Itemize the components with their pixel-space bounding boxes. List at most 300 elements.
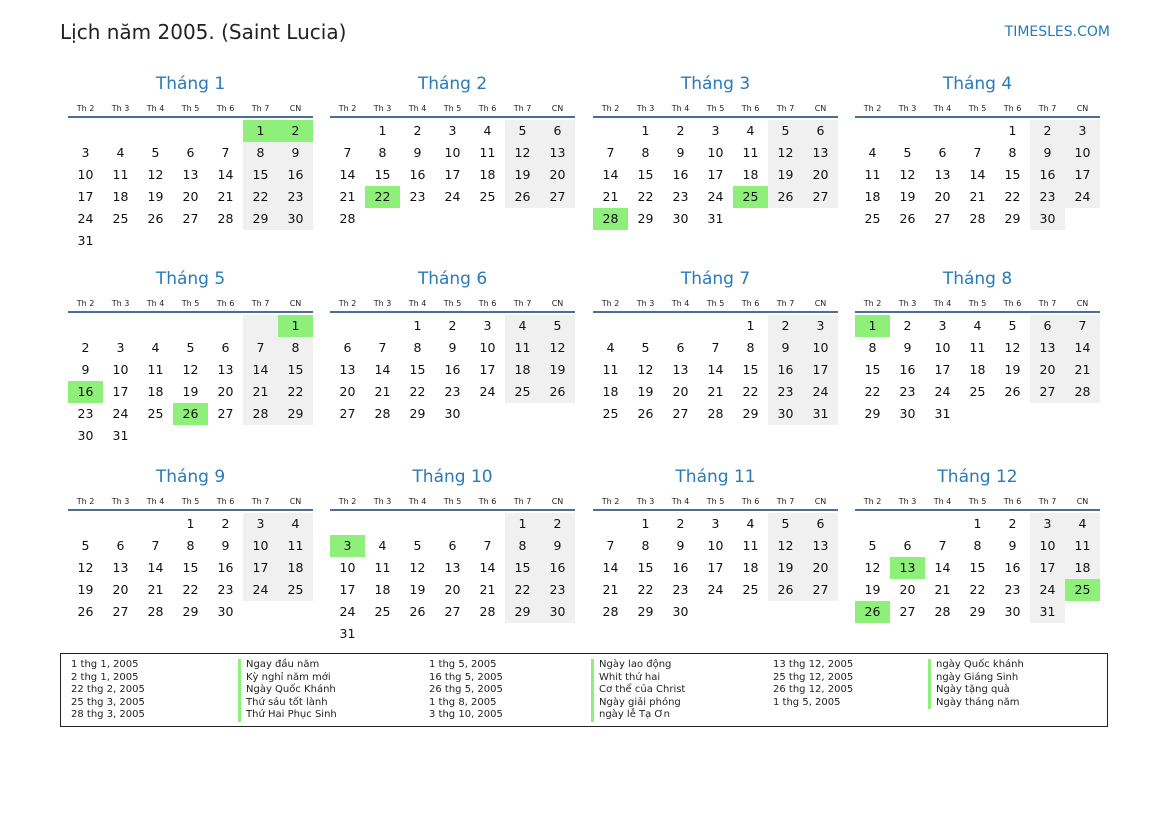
day-cell: 21 — [1065, 359, 1100, 381]
day-cell: 8 — [278, 337, 313, 359]
day-cell: 15 — [374, 167, 391, 182]
day-cell: 1 — [746, 318, 755, 333]
empty-cell — [365, 623, 400, 645]
empty-cell — [593, 120, 628, 142]
day-cell: 19 — [899, 189, 916, 204]
empty-cell — [400, 208, 435, 230]
empty-cell — [243, 315, 278, 337]
day-cell: 18 — [278, 557, 313, 579]
day-cell: 1 — [641, 123, 650, 138]
weekday-label: Th 2 — [338, 104, 357, 113]
weekday-label: Th 5 — [706, 497, 725, 506]
day-cell: 25 — [278, 579, 313, 601]
empty-cell — [208, 230, 243, 252]
week-row — [330, 623, 575, 645]
empty-cell — [663, 315, 698, 337]
day-cell: 12 — [899, 167, 916, 182]
holiday-entry: Ngày giải phóng — [591, 697, 685, 710]
weekday-header — [855, 296, 1100, 313]
week-row — [330, 359, 575, 381]
week-row — [68, 164, 313, 186]
day-cell: 15 — [278, 359, 313, 381]
week-row — [68, 359, 313, 381]
day-cell: 6 — [903, 538, 912, 553]
empty-cell — [925, 120, 960, 142]
weekday-label: Th 3 — [373, 104, 392, 113]
empty-cell — [365, 315, 400, 337]
day-cell: 28 — [374, 406, 391, 421]
month-title: Tháng 2 — [417, 74, 488, 94]
weekday-label: Th 4 — [408, 299, 427, 308]
day-cell: 12 — [1004, 340, 1021, 355]
week-row — [593, 142, 838, 164]
weekday-label: Th 3 — [373, 497, 392, 506]
day-cell: 23 — [77, 406, 94, 421]
empty-cell — [330, 120, 365, 142]
weekday-label: Th 6 — [741, 104, 760, 113]
day-cell: 14 — [147, 560, 164, 575]
day-cell: 18 — [969, 362, 986, 377]
holiday-entry: Whit thứ hai — [591, 672, 685, 685]
day-cell: 12 — [505, 142, 540, 164]
holiday-day-cell: 22 — [365, 186, 400, 208]
day-cell: 21 — [217, 189, 234, 204]
month-10 — [330, 466, 575, 645]
day-cell: 7 — [243, 337, 278, 359]
day-cell: 19 — [182, 384, 199, 399]
holiday-entry: ngày Quốc khánh — [928, 659, 1024, 672]
day-cell: 14 — [602, 167, 619, 182]
day-cell: 28 — [934, 604, 951, 619]
day-cell: 4 — [746, 516, 755, 531]
weekday-label: Th 6 — [741, 497, 760, 506]
week-row — [330, 579, 575, 601]
day-cell: 11 — [742, 145, 759, 160]
empty-cell — [505, 403, 540, 425]
weekday-label: Th 4 — [408, 104, 427, 113]
empty-cell — [960, 403, 995, 425]
weekday-label: Th 3 — [111, 104, 130, 113]
empty-cell — [330, 315, 365, 337]
day-cell: 30 — [77, 428, 94, 443]
day-cell: 22 — [182, 582, 199, 597]
day-cell: 1 — [505, 513, 540, 535]
day-cell: 26 — [540, 381, 575, 403]
day-cell: 29 — [969, 604, 986, 619]
week-row — [855, 535, 1100, 557]
day-cell: 10 — [444, 145, 461, 160]
day-cell: 3 — [243, 513, 278, 535]
month-title: Tháng 8 — [942, 269, 1013, 289]
holiday-day-cell: 16 — [68, 381, 103, 403]
week-row — [330, 208, 575, 230]
day-cell: 4 — [278, 513, 313, 535]
day-cell: 29 — [278, 403, 313, 425]
day-cell: 7 — [606, 145, 615, 160]
week-row — [68, 579, 313, 601]
day-cell: 4 — [505, 315, 540, 337]
day-cell: 5 — [413, 538, 422, 553]
week-row — [330, 381, 575, 403]
weekday-label: Th 7 — [251, 299, 270, 308]
day-cell: 5 — [505, 120, 540, 142]
day-cell: 22 — [864, 384, 881, 399]
month-title: Tháng 5 — [155, 269, 226, 289]
day-cell: 3 — [81, 145, 90, 160]
weekday-label: Th 5 — [706, 299, 725, 308]
empty-cell — [855, 513, 890, 535]
day-cell: 15 — [243, 164, 278, 186]
empty-cell — [138, 425, 173, 447]
day-cell: 27 — [1030, 381, 1065, 403]
weekday-label: Th 7 — [513, 497, 532, 506]
day-cell: 14 — [602, 560, 619, 575]
holiday-day-cell: 1 — [855, 315, 890, 337]
holiday-dates-col-2 — [429, 659, 503, 722]
weekday-header — [330, 101, 575, 118]
weekday-label: Th 2 — [76, 497, 95, 506]
day-cell: 1 — [378, 123, 387, 138]
day-cell: 2 — [768, 315, 803, 337]
empty-cell — [470, 208, 505, 230]
day-cell: 12 — [182, 362, 199, 377]
holiday-entry: 1 thg 5, 2005 — [429, 659, 497, 670]
week-row — [68, 601, 313, 623]
day-cell: 9 — [1008, 538, 1017, 553]
week-row — [330, 403, 575, 425]
empty-cell — [68, 315, 103, 337]
day-cell: 13 — [803, 142, 838, 164]
holiday-entry: 25 thg 12, 2005 — [773, 671, 854, 683]
day-cell: 22 — [969, 582, 986, 597]
day-cell: 14 — [339, 167, 356, 182]
day-cell: 10 — [243, 535, 278, 557]
day-cell: 7 — [378, 340, 387, 355]
weekday-label: Th 6 — [478, 497, 497, 506]
weekday-header — [855, 101, 1100, 118]
day-cell: 25 — [969, 384, 986, 399]
day-cell: 4 — [973, 318, 982, 333]
holiday-day-cell: 2 — [278, 120, 313, 142]
day-cell: 19 — [505, 164, 540, 186]
empty-cell — [173, 315, 208, 337]
day-cell: 3 — [1065, 120, 1100, 142]
page-title: Lịch năm 2005. (Saint Lucia) — [60, 20, 347, 44]
day-cell: 24 — [77, 211, 94, 226]
day-cell: 20 — [182, 189, 199, 204]
day-cell: 29 — [505, 601, 540, 623]
day-cell: 8 — [243, 142, 278, 164]
month-title: Tháng 6 — [417, 269, 488, 289]
weekday-label: Th 5 — [968, 497, 987, 506]
day-cell: 27 — [672, 406, 689, 421]
day-cell: 14 — [479, 560, 496, 575]
day-cell: 4 — [868, 145, 877, 160]
weekday-label: Th 5 — [443, 299, 462, 308]
week-row — [330, 513, 575, 535]
day-cell: 24 — [1030, 579, 1065, 601]
holiday-entry: 26 thg 12, 2005 — [773, 684, 854, 696]
weekday-label: Th 2 — [601, 497, 620, 506]
empty-cell — [803, 208, 838, 230]
day-cell: 26 — [899, 211, 916, 226]
weekday-label: Th 6 — [216, 497, 235, 506]
holiday-entry: 1 thg 8, 2005 — [429, 696, 497, 708]
empty-cell — [243, 601, 278, 623]
day-cell: 13 — [1030, 337, 1065, 359]
weekday-label: Th 3 — [636, 104, 655, 113]
day-cell: 1 — [973, 516, 982, 531]
day-cell: 6 — [448, 538, 457, 553]
empty-cell — [803, 601, 838, 623]
weekday-label: CN — [1076, 104, 1089, 113]
day-cell: 24 — [707, 582, 724, 597]
day-cell: 6 — [938, 145, 947, 160]
day-cell: 15 — [1004, 167, 1021, 182]
week-row — [330, 142, 575, 164]
holiday-entry: ngày lễ Tạ Ơn — [591, 709, 685, 722]
day-cell: 14 — [1065, 337, 1100, 359]
empty-cell — [68, 513, 103, 535]
week-row — [855, 513, 1100, 535]
day-cell: 31 — [77, 233, 94, 248]
month-title: Tháng 12 — [937, 467, 1018, 487]
day-cell: 15 — [637, 560, 654, 575]
day-cell: 8 — [186, 538, 195, 553]
week-row — [855, 208, 1100, 230]
day-cell: 28 — [339, 211, 356, 226]
day-cell: 28 — [479, 604, 496, 619]
weekday-label: Th 4 — [933, 497, 952, 506]
empty-cell — [470, 403, 505, 425]
weekday-label: Th 6 — [1003, 299, 1022, 308]
day-cell: 22 — [637, 189, 654, 204]
weekday-label: Th 6 — [741, 299, 760, 308]
day-cell: 5 — [768, 120, 803, 142]
weekday-header — [593, 494, 838, 511]
day-cell: 26 — [1004, 384, 1021, 399]
day-cell: 13 — [934, 167, 951, 182]
day-cell: 8 — [413, 340, 422, 355]
weekday-label: Th 5 — [181, 299, 200, 308]
day-cell: 4 — [483, 123, 492, 138]
day-cell: 20 — [803, 557, 838, 579]
day-cell: 9 — [676, 145, 685, 160]
weekday-label: CN — [551, 497, 564, 506]
empty-cell — [138, 120, 173, 142]
day-cell: 16 — [278, 164, 313, 186]
week-row — [68, 403, 313, 425]
day-cell: 20 — [217, 384, 234, 399]
day-cell: 3 — [803, 315, 838, 337]
day-cell: 23 — [672, 189, 689, 204]
empty-cell — [890, 120, 925, 142]
month-4 — [855, 73, 1100, 230]
day-cell: 27 — [803, 186, 838, 208]
day-cell: 26 — [77, 604, 94, 619]
day-cell: 12 — [77, 560, 94, 575]
week-row — [593, 557, 838, 579]
day-cell: 26 — [768, 186, 803, 208]
week-row — [593, 359, 838, 381]
holiday-entry: Kỳ nghỉ năm mới — [238, 672, 337, 685]
day-cell: 26 — [409, 604, 426, 619]
weekday-label: Th 7 — [513, 104, 532, 113]
day-cell: 2 — [1008, 516, 1017, 531]
empty-cell — [278, 230, 313, 252]
week-row — [68, 425, 313, 447]
day-cell: 2 — [81, 340, 90, 355]
day-cell: 30 — [899, 406, 916, 421]
day-cell: 31 — [934, 406, 951, 421]
day-cell: 24 — [803, 381, 838, 403]
week-row — [593, 208, 838, 230]
day-cell: 25 — [505, 381, 540, 403]
day-cell: 26 — [768, 579, 803, 601]
day-cell: 28 — [217, 211, 234, 226]
day-cell: 25 — [112, 211, 129, 226]
day-cell: 23 — [899, 384, 916, 399]
day-cell: 16 — [1030, 164, 1065, 186]
weekday-label: Th 7 — [1038, 104, 1057, 113]
weekday-label: Th 3 — [636, 299, 655, 308]
day-cell: 18 — [742, 560, 759, 575]
month-3 — [593, 73, 838, 230]
day-cell: 15 — [505, 557, 540, 579]
empty-cell — [540, 208, 575, 230]
holiday-names-col-2 — [591, 659, 685, 722]
day-cell: 1 — [186, 516, 195, 531]
weekday-label: Th 7 — [513, 299, 532, 308]
day-cell: 23 — [540, 579, 575, 601]
week-row — [855, 359, 1100, 381]
empty-cell — [330, 513, 365, 535]
empty-cell — [138, 315, 173, 337]
week-row — [330, 120, 575, 142]
weekday-label: Th 4 — [933, 104, 952, 113]
day-cell: 21 — [707, 384, 724, 399]
day-cell: 10 — [479, 340, 496, 355]
day-cell: 24 — [112, 406, 129, 421]
weekday-label: Th 3 — [898, 104, 917, 113]
day-cell: 20 — [540, 164, 575, 186]
empty-cell — [505, 208, 540, 230]
day-cell: 24 — [1065, 186, 1100, 208]
empty-cell — [103, 315, 138, 337]
day-cell: 18 — [479, 167, 496, 182]
week-row — [68, 513, 313, 535]
site-link[interactable]: TIMESLES.COM — [1004, 24, 1110, 40]
day-cell: 17 — [934, 362, 951, 377]
day-cell: 21 — [602, 189, 619, 204]
day-cell: 27 — [339, 406, 356, 421]
day-cell: 25 — [479, 189, 496, 204]
week-row — [593, 337, 838, 359]
day-cell: 15 — [742, 362, 759, 377]
week-row — [68, 120, 313, 142]
week-row — [330, 315, 575, 337]
day-cell: 31 — [339, 626, 356, 641]
day-cell: 7 — [151, 538, 160, 553]
day-cell: 18 — [742, 167, 759, 182]
day-cell: 30 — [217, 604, 234, 619]
day-cell: 5 — [903, 145, 912, 160]
weekday-label: Th 2 — [338, 497, 357, 506]
day-cell: 17 — [1030, 557, 1065, 579]
day-cell: 13 — [217, 362, 234, 377]
empty-cell — [400, 623, 435, 645]
day-cell: 6 — [676, 340, 685, 355]
week-row — [855, 601, 1100, 623]
empty-cell — [698, 315, 733, 337]
week-row — [68, 535, 313, 557]
holiday-dates-col-1 — [71, 659, 145, 722]
empty-cell — [1065, 208, 1100, 230]
week-row — [593, 579, 838, 601]
day-cell: 17 — [77, 189, 94, 204]
day-cell: 5 — [868, 538, 877, 553]
weekday-label: Th 3 — [898, 299, 917, 308]
day-cell: 15 — [864, 362, 881, 377]
weekday-label: Th 4 — [408, 497, 427, 506]
weekday-header — [330, 296, 575, 313]
day-cell: 11 — [278, 535, 313, 557]
day-cell: 6 — [221, 340, 230, 355]
week-row — [855, 557, 1100, 579]
empty-cell — [768, 601, 803, 623]
day-cell: 4 — [116, 145, 125, 160]
day-cell: 17 — [444, 167, 461, 182]
week-row — [68, 381, 313, 403]
day-cell: 17 — [707, 560, 724, 575]
day-cell: 8 — [973, 538, 982, 553]
day-cell: 19 — [637, 384, 654, 399]
day-cell: 19 — [768, 557, 803, 579]
weekday-label: Th 4 — [671, 497, 690, 506]
week-row — [330, 601, 575, 623]
day-cell: 27 — [444, 604, 461, 619]
day-cell: 2 — [903, 318, 912, 333]
empty-cell — [733, 208, 768, 230]
day-cell: 28 — [707, 406, 724, 421]
month-title: Tháng 3 — [680, 74, 751, 94]
weekday-header — [593, 296, 838, 313]
empty-cell — [365, 208, 400, 230]
holiday-entry: Ngày tặng quà — [928, 684, 1024, 697]
empty-cell — [103, 120, 138, 142]
day-cell: 15 — [637, 167, 654, 182]
day-cell: 23 — [217, 582, 234, 597]
day-cell: 7 — [1065, 315, 1100, 337]
weekday-label: CN — [551, 299, 564, 308]
day-cell: 19 — [540, 359, 575, 381]
day-cell: 5 — [151, 145, 160, 160]
holiday-entry: 16 thg 5, 2005 — [429, 671, 503, 683]
weekday-label: Th 5 — [968, 104, 987, 113]
day-cell: 17 — [1065, 164, 1100, 186]
day-cell: 30 — [1004, 604, 1021, 619]
day-cell: 15 — [409, 362, 426, 377]
day-cell: 14 — [969, 167, 986, 182]
empty-cell — [470, 623, 505, 645]
day-cell: 13 — [803, 535, 838, 557]
empty-cell — [138, 230, 173, 252]
day-cell: 30 — [672, 211, 689, 226]
day-cell: 27 — [899, 604, 916, 619]
day-cell: 9 — [448, 340, 457, 355]
day-cell: 29 — [243, 208, 278, 230]
day-cell: 26 — [147, 211, 164, 226]
